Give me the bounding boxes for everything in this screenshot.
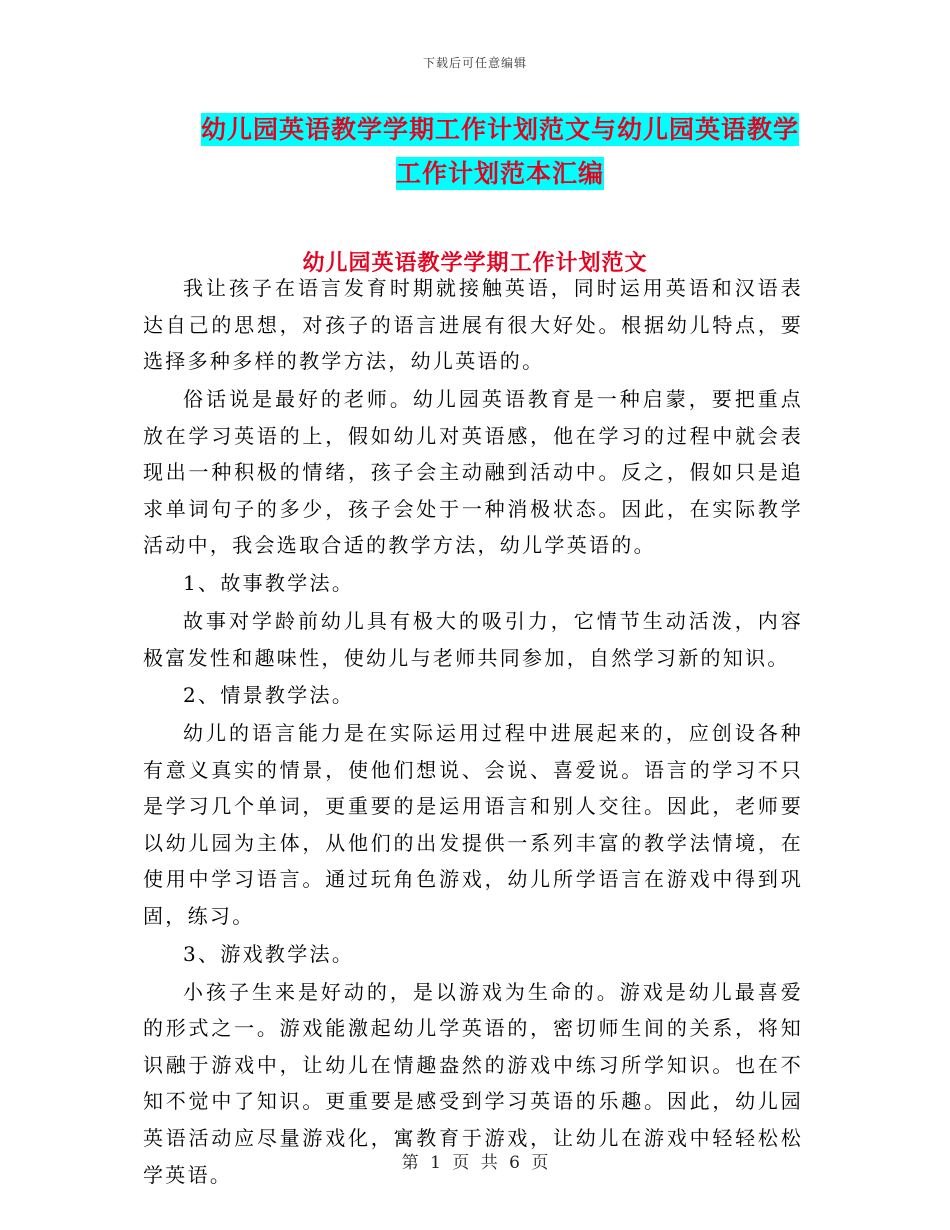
paragraph: 故事对学龄前幼儿具有极大的吸引力，它情节生动活泼，内容极富发性和趣味性，使幼儿与老师共同参加，自然学习新的知识。 [143,608,803,670]
paragraph: 小孩子生来是好动的，是以游戏为生命的。游戏是幼儿最喜爱的形式之一。游戏能激起幼儿学英语的，密切师生间的关系，将知识融于游戏中，让幼儿在情趣盎然的游戏中练习所学知识。也在不知不觉中了知识。更重要是感受到学习英语的乐趣。因此，幼儿园英语活动应尽量游戏化，寓教育于游戏，让幼儿在游戏中轻轻松松学英语。 [143,979,803,1187]
document-body [143,270,803,1194]
section-title: 幼儿园英语教学学期工作计划范文 [302,250,648,276]
page-number: 第 1 页 共 6 页 [401,1153,549,1173]
document-title-line-1: 幼儿园英语教学学期工作计划范文与幼儿园英语教学 [200,115,799,144]
document-title [120,108,880,196]
list-heading-game-method: 3、游戏教学法。 [183,941,355,966]
list-heading-story-method: 1、故事教学法。 [183,571,355,596]
document-title-line-2: 工作计划范本汇编 [395,159,604,188]
paragraph: 我让孩子在语言发育时期就接触英语，同时运用英语和汉语表达自己的思想，对孩子的语言进展有很大好处。根据幼儿特点，要选择多种多样的教学方法，幼儿英语的。 [143,276,803,374]
header-note: 下载后可任意编辑 [422,56,527,70]
list-heading-scenario-method: 2、情景教学法。 [183,683,355,708]
paragraph: 幼儿的语言能力是在实际运用过程中进展起来的，应创设各种有意义真实的情景，使他们想说、会说、喜爱说。语言的学习不只是学习几个单词，更重要的是运用语言和别人交往。因此，老师要以幼儿园为主体，从他们的出发提供一系列丰富的教学法情境，在使用中学习语言。通过玩角色游戏，幼儿所学语言在游戏中得到巩固，练习。 [143,721,803,929]
paragraph: 俗话说是最好的老师。幼儿园英语教育是一种启蒙，要把重点放在学习英语的上，假如幼儿对英语感，他在学习的过程中就会表现出一种积极的情绪，孩子会主动融到活动中。反之，假如只是追求单词句子的多少，孩子会处于一种消极状态。因此，在实际教学活动中，我会选取合适的教学方法，幼儿学英语的。 [143,386,803,558]
